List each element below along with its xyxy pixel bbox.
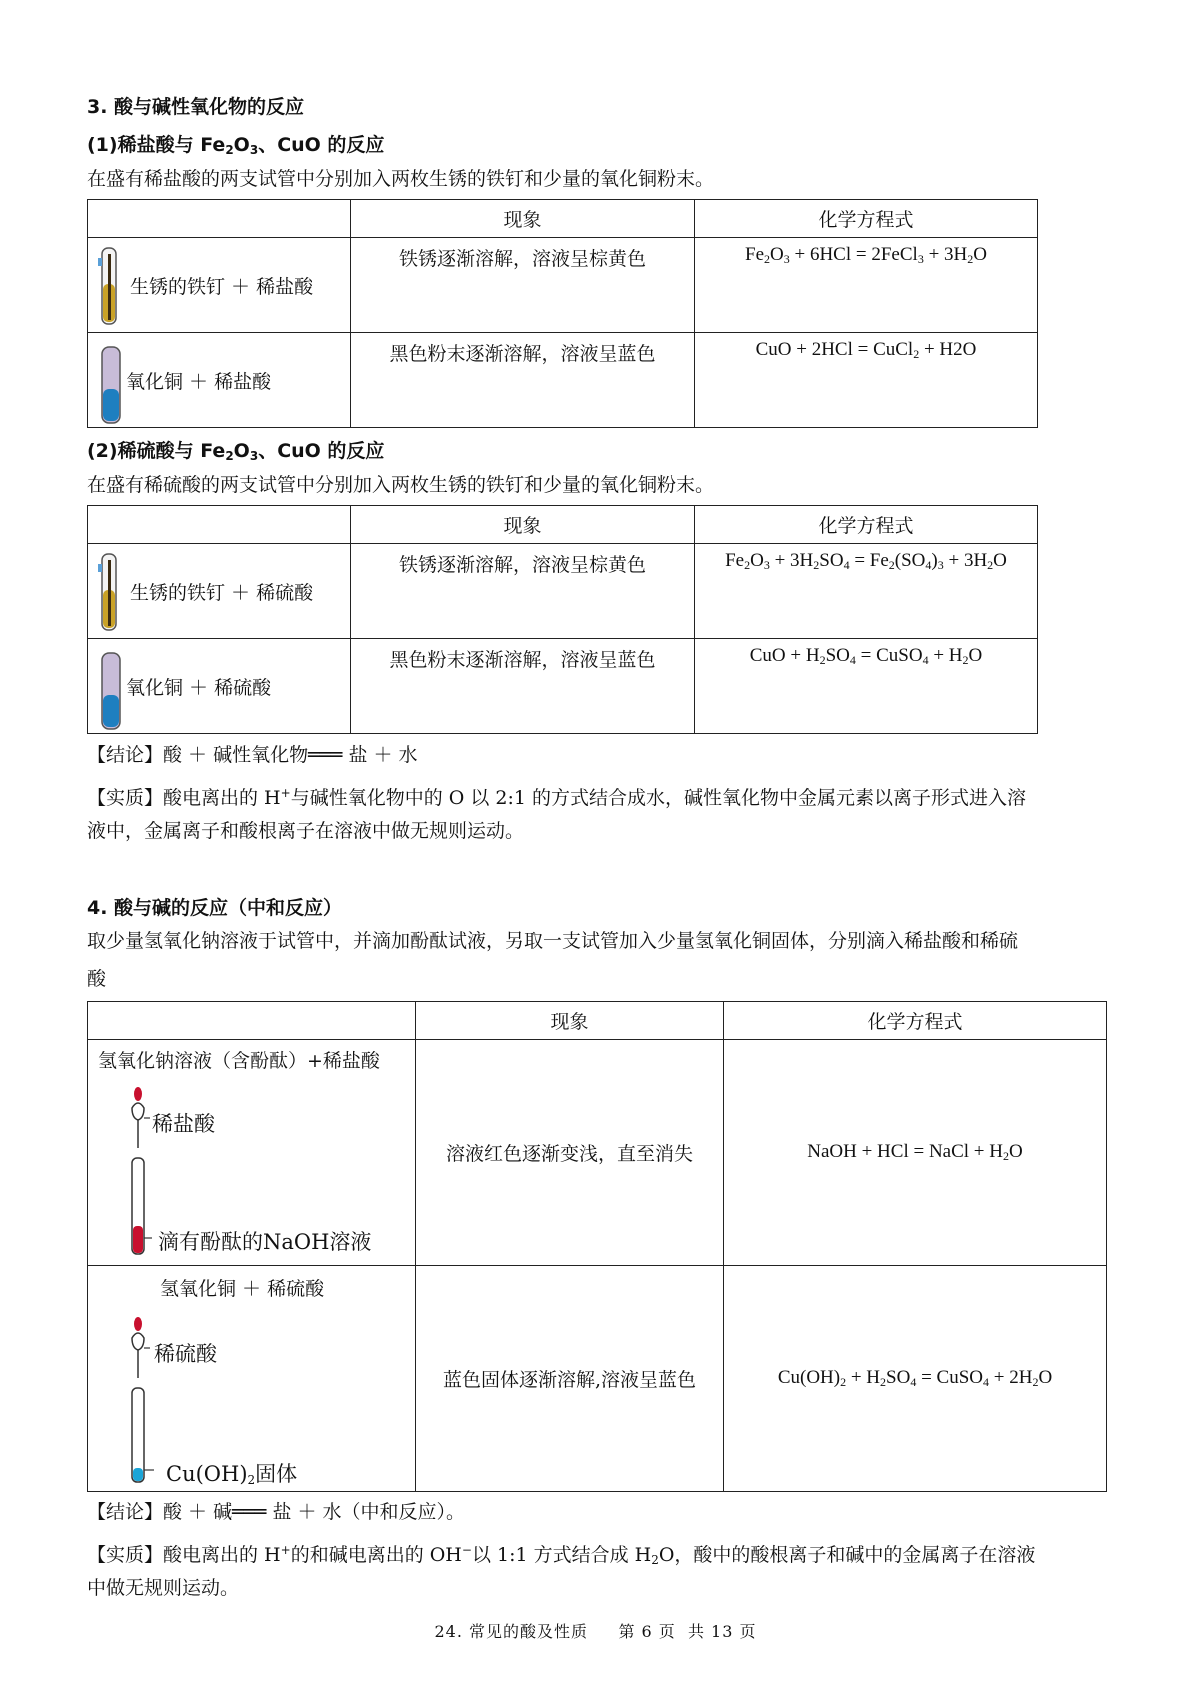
subsection-2-title: (2)稀硫酸与 $Fe_2O_3$、CuO 的反应 [87, 440, 385, 463]
table-header: 化学方程式 [695, 200, 1038, 238]
equation: CuO + $H_2SO_4$ = CuSO$_4$ + $H_2O$ [695, 639, 1038, 734]
intro-4-line1: 取少量氢氧化钠溶液于试管中，并滴加酚酞试液，另取一支试管加入少量氢氧化铜固体，分别滴入稀盐酸和稀硫 [87, 930, 1019, 952]
row-label: 氢氧化铜 ＋ 稀硫酸 [160, 1278, 325, 1300]
conclusion-4 [87, 1493, 465, 1531]
table-header: 现象 [351, 506, 695, 544]
row-label: 氧化铜 ＋ 稀盐酸 [126, 371, 272, 393]
table-header: 化学方程式 [724, 1002, 1107, 1040]
table-header [88, 1002, 416, 1040]
table-row [88, 1266, 1107, 1492]
row-label-cell [88, 333, 351, 428]
table-header: 现象 [416, 1002, 724, 1040]
essence-4-line1: 【实质】酸电离出的 H+的和碱电离出的 OH−以 1:1 方式结合成 $H_2O$，酸中的酸根离子和碱中的金属离子在溶液 [87, 1543, 1036, 1567]
conclusion-3 [87, 736, 418, 774]
equation: NaOH + HCl = NaCl + $H_2O$ [724, 1040, 1107, 1266]
phenomenon: 铁锈逐渐溶解，溶液呈棕黄色 [351, 544, 695, 639]
copper-oxide-tube-icon [96, 651, 126, 733]
table-header: 化学方程式 [695, 506, 1038, 544]
row-label: 氢氧化钠溶液（含酚酞）+稀盐酸 [98, 1050, 380, 1072]
phenomenon: 蓝色固体逐渐溶解,溶液呈蓝色 [416, 1266, 724, 1492]
table-header [88, 200, 351, 238]
table-h2so4 [87, 505, 1038, 734]
row-label-cell [88, 238, 351, 333]
conclusion-text: 酸 ＋ 碱性氧化物═══ 盐 ＋ 水 [163, 744, 418, 766]
equation: CuO + 2HCl = CuCl$_2$ + H2O [695, 333, 1038, 428]
subsection-1-title: (1)稀盐酸与 $Fe_2O_3$、CuO 的反应 [87, 134, 385, 157]
table-row [88, 333, 1038, 428]
rusty-nail-tube-icon [96, 552, 126, 634]
tube-label: 滴有酚酞的NaOH溶液 [158, 1230, 372, 1254]
table-neutralization [87, 1001, 1107, 1492]
equation: $Cu(OH)_2 + H_2SO_4$ = CuSO$_4$ + $2H_2O$ [724, 1266, 1107, 1492]
row-label: 生锈的铁钉 ＋ 稀硫酸 [130, 582, 314, 604]
page-footer: 24. 常见的酸及性质 第 6 页 共 13 页 [434, 1622, 757, 1641]
phenomenon: 黑色粉末逐渐溶解，溶液呈蓝色 [351, 639, 695, 734]
table-row [88, 639, 1038, 734]
conclusion-text: 酸 ＋ 碱═══ 盐 ＋ 水（中和反应）。 [163, 1501, 466, 1523]
essence-4-line2: 中做无规则运动。 [87, 1577, 240, 1599]
row-label-cell [88, 1266, 416, 1492]
row-label: 生锈的铁钉 ＋ 稀盐酸 [130, 276, 314, 298]
essence-3-line2: 液中，金属离子和酸根离子在溶液中做无规则运动。 [87, 820, 525, 842]
table-header: 现象 [351, 200, 695, 238]
conclusion-tag: 【结论】 [87, 1501, 164, 1523]
table-row [88, 544, 1038, 639]
essence-3-line1: 【实质】酸电离出的 H+与碱性氧化物中的 O 以 2:1 的方式结合成水，碱性氧化物中金属元素以离子形式进入溶 [87, 786, 1027, 809]
row-label-cell [88, 639, 351, 734]
intro-4-line2: 酸 [87, 968, 107, 990]
phenomenon: 溶液红色逐渐变浅，直至消失 [416, 1040, 724, 1266]
section-3-title: 3. 酸与碱性氧化物的反应 [87, 96, 305, 118]
phenomenon: 黑色粉末逐渐溶解，溶液呈蓝色 [351, 333, 695, 428]
copper-oxide-tube-icon [96, 345, 126, 427]
dropper-label: 稀盐酸 [152, 1112, 215, 1136]
row-label-cell [88, 544, 351, 639]
intro-1: 在盛有稀盐酸的两支试管中分别加入两枚生锈的铁钉和少量的氧化铜粉末。 [87, 168, 715, 190]
table-row [88, 238, 1038, 333]
table-hcl [87, 199, 1038, 428]
row-label: 氧化铜 ＋ 稀硫酸 [126, 677, 272, 699]
rusty-nail-tube-icon [96, 246, 126, 328]
dropper-label: 稀硫酸 [154, 1342, 217, 1366]
intro-2: 在盛有稀硫酸的两支试管中分别加入两枚生锈的铁钉和少量的氧化铜粉末。 [87, 474, 715, 496]
table-row [88, 1040, 1107, 1266]
equation: $Fe_2O_3 + 6HCl$ = 2FeCl$_3$ + $3H_2O$ [695, 238, 1038, 333]
table-header [88, 506, 351, 544]
conclusion-tag: 【结论】 [87, 744, 164, 766]
phenomenon: 铁锈逐渐溶解，溶液呈棕黄色 [351, 238, 695, 333]
tube-label: $Cu(OH)_2$固体 [166, 1462, 298, 1487]
row-label-cell [88, 1040, 416, 1266]
equation: $Fe_2O_3 + 3H_2SO_4 = Fe_2(SO_4)_3 + 3H_2O$ [695, 544, 1038, 639]
section-4-title: 4. 酸与碱的反应（中和反应） [87, 897, 343, 919]
